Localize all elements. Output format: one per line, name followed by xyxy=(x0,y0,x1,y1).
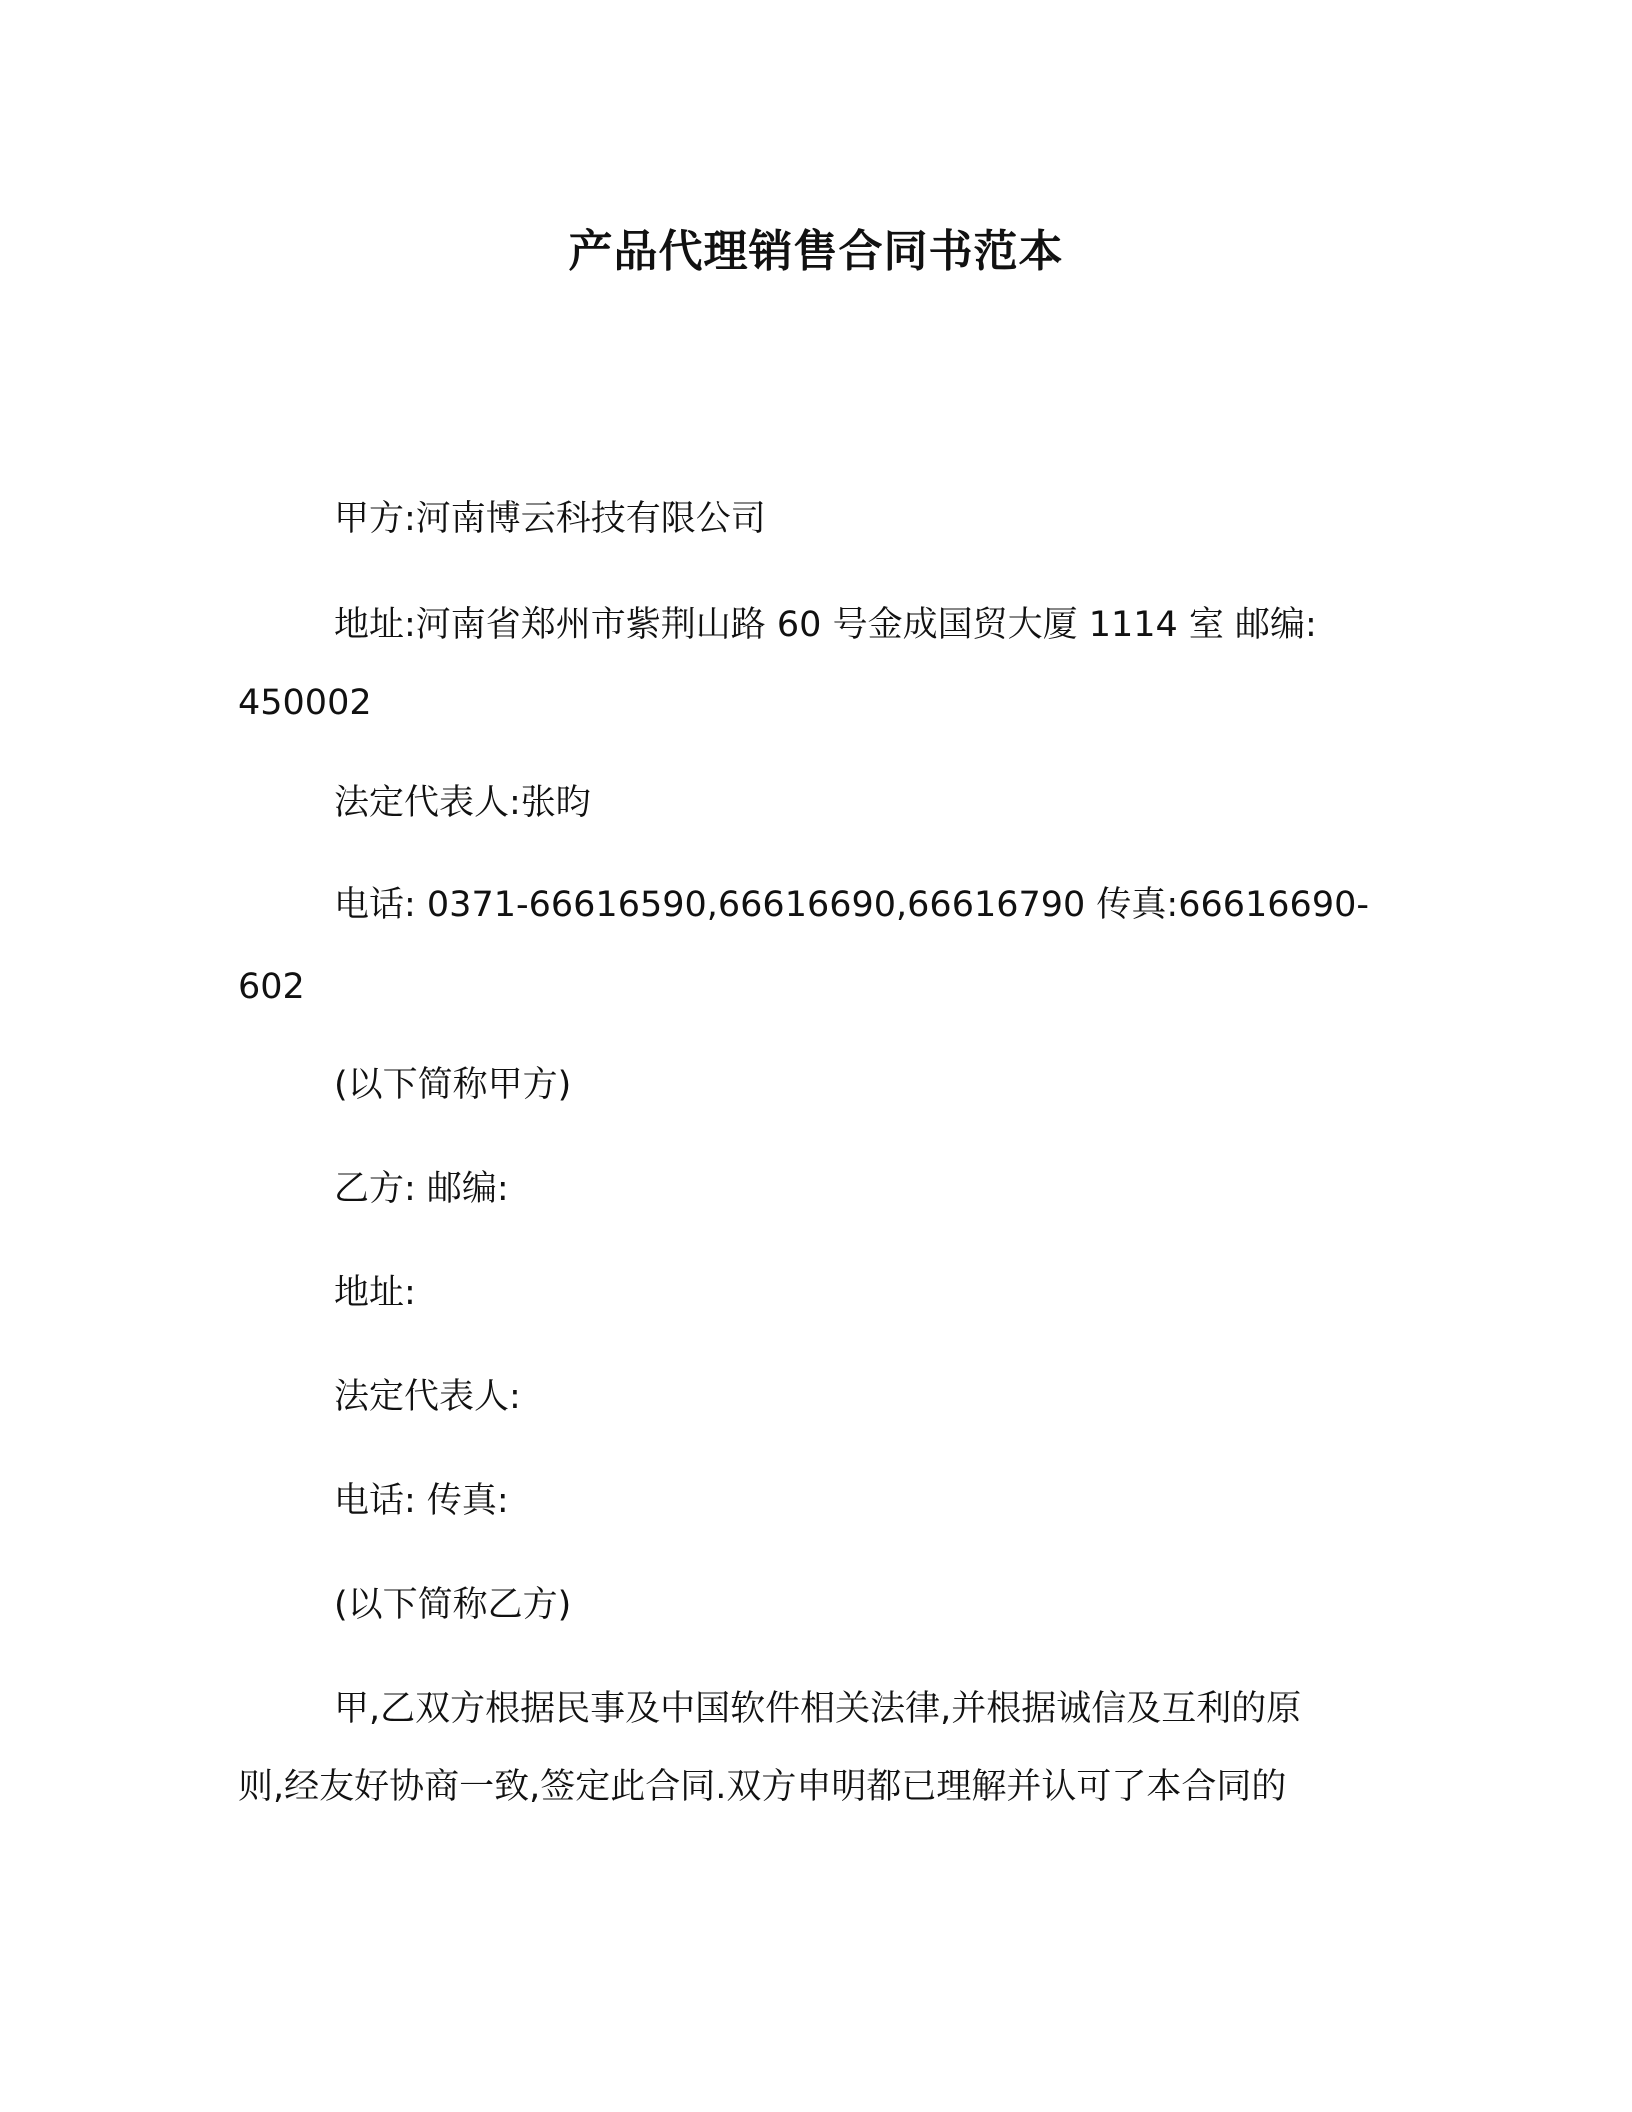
party-a-phone-line1: 电话: 0371-66616590,66616690,66616790 传真:66616690- xyxy=(334,885,1369,925)
party-a-address-line1: 地址:河南省郑州市紫荆山路 60 号金成国贸大厦 1114 室 邮编: xyxy=(334,605,1317,645)
document-title: 产品代理销售合同书范本 xyxy=(568,226,1064,277)
party-b-phone: 电话: 传真: xyxy=(334,1481,509,1521)
preamble-line2: 则,经友好协商一致,签定此合同.双方申明都已理解并认可了本合同的 xyxy=(238,1767,1287,1807)
party-a-phone-line2: 602 xyxy=(238,967,305,1007)
party-b-address: 地址: xyxy=(334,1273,416,1313)
party-b-legal-rep: 法定代表人: xyxy=(334,1377,521,1417)
party-a-address-line2: 450002 xyxy=(238,683,372,723)
party-b-name: 乙方: 邮编: xyxy=(334,1169,509,1209)
party-a-name: 甲方:河南博云科技有限公司 xyxy=(334,499,766,539)
party-b-alias: (以下简称乙方) xyxy=(334,1585,572,1625)
party-a-legal-rep: 法定代表人:张昀 xyxy=(334,783,591,823)
party-a-alias: (以下简称甲方) xyxy=(334,1065,572,1105)
preamble-line1: 甲,乙双方根据民事及中国软件相关法律,并根据诚信及互利的原 xyxy=(334,1689,1302,1729)
